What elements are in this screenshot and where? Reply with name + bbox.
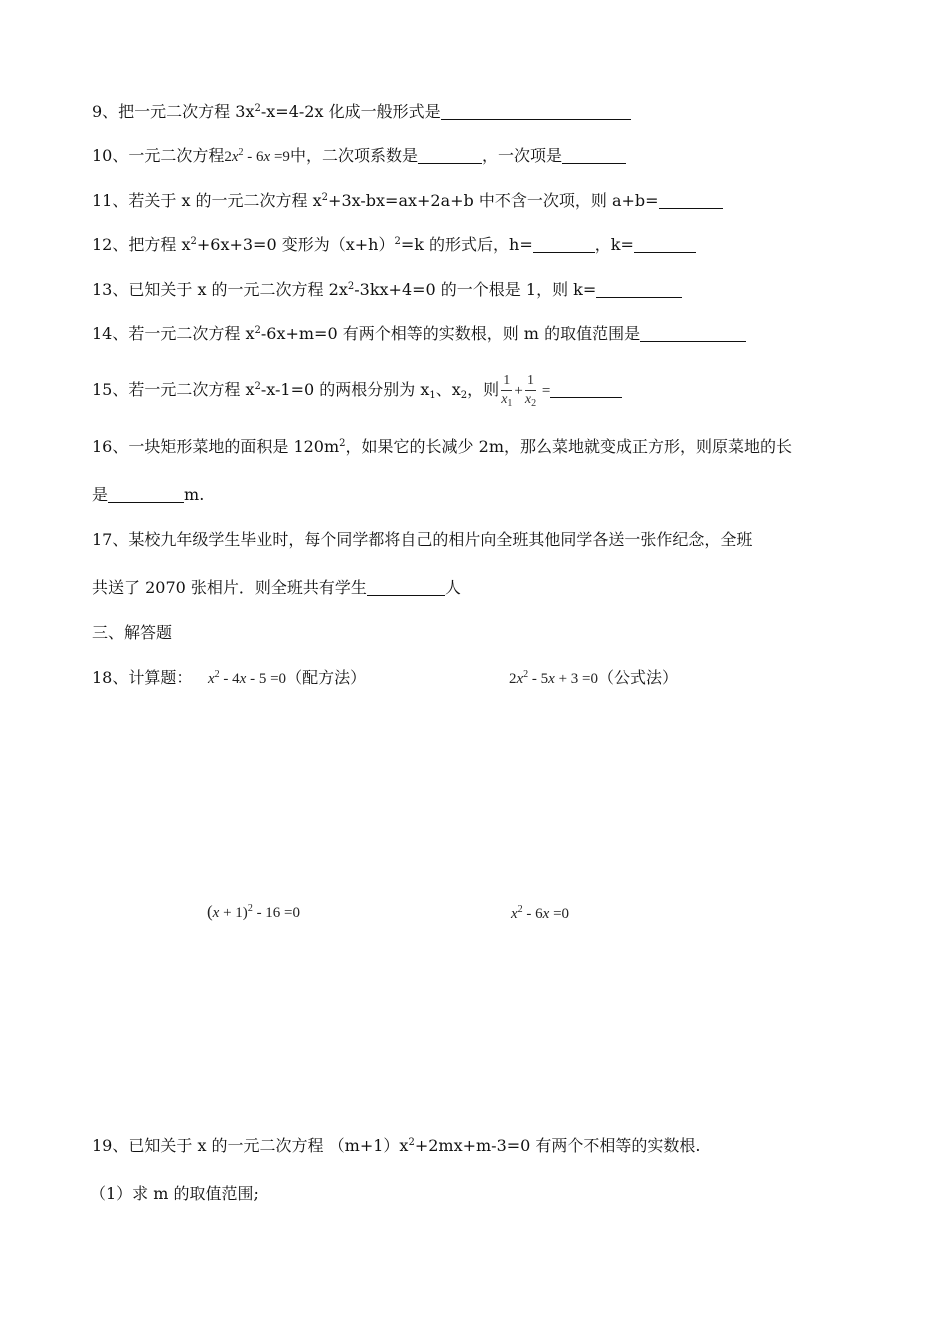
q15-subscript-2: 2	[460, 390, 468, 401]
equation-2: $2x^2 - 5x + 3 =0$（公式法）	[509, 668, 679, 687]
section-heading	[92, 621, 172, 645]
q17-unit: 人	[444, 578, 461, 597]
q12-exponent: 2	[190, 236, 197, 247]
q14-exponent: 2	[254, 325, 261, 336]
equation-1: $x^2 - 4x - 5 =0$（配方法）	[208, 668, 367, 687]
q14-text-end: -6x+m=0 有两个相等的实数根，则 m 的取值范围是	[260, 324, 641, 343]
q14-text: 14、若一元二次方程 x	[92, 324, 255, 343]
section-3-title: 三、解答题	[92, 623, 173, 642]
question-18	[92, 666, 192, 690]
q11-exponent: 2	[321, 192, 329, 203]
q19-exponent: 2	[408, 1137, 415, 1148]
question-17-line-1	[92, 528, 752, 552]
q16-text: 16、一块矩形菜地的面积是 120m	[92, 437, 340, 456]
q9-text: 9、把一元二次方程 3x	[92, 102, 255, 121]
q10-equation: $2x^2 - 6x =9$	[224, 147, 290, 165]
question-15	[92, 372, 622, 409]
q19-part-1-text: （1）求 m 的取值范围;	[90, 1184, 259, 1203]
q13-exponent: 2	[347, 281, 355, 292]
q10-text: 10、一元二次方程	[92, 146, 225, 165]
answer-blank[interactable]	[367, 579, 445, 596]
question-16-line-2	[92, 483, 204, 507]
answer-blank[interactable]	[640, 325, 746, 342]
q16-unit: m.	[184, 485, 205, 504]
plus-sign: +	[514, 383, 523, 399]
q18-label: 18、计算题：	[92, 668, 193, 687]
q11-text-end: +3x-bx=ax+2a+b 中不含一次项，则 a+b=	[328, 191, 659, 210]
question-14	[92, 322, 746, 346]
answer-blank[interactable]	[659, 192, 723, 209]
question-11	[92, 189, 723, 213]
answer-blank[interactable]	[441, 103, 631, 120]
q16-text-cont: ，如果它的长减少 2m，那么菜地就变成正方形，则原菜地的长	[345, 437, 792, 456]
q15-text-mid: -x-1=0 的两根分别为 x	[260, 380, 430, 399]
q9-text-end: -x=4-2x 化成一般形式是	[260, 102, 441, 121]
question-9	[92, 100, 631, 124]
question-17-line-2	[92, 576, 461, 600]
q13-text: 13、已知关于 x 的一元二次方程 2x	[92, 280, 348, 299]
answer-blank[interactable]	[550, 381, 622, 398]
q13-text-end: -3kx+4=0 的一个根是 1，则 k=	[354, 280, 597, 299]
equation-3: $(x + 1)^2 - 16 =0$	[207, 902, 301, 921]
equals-sign: =	[538, 383, 551, 399]
q19-text: 19、已知关于 x 的一元二次方程 （m+1）x	[92, 1136, 409, 1155]
question-10	[92, 144, 626, 169]
q10-text-mid: 中，二次项系数是	[289, 146, 418, 165]
q16-exponent: 2	[339, 438, 346, 449]
question-16-line-1	[92, 435, 792, 459]
equation-4: $x^2 - 6x =0$	[511, 904, 570, 922]
q12-text: 12、把方程 x	[92, 235, 191, 254]
q15-exponent: 2	[254, 381, 261, 392]
answer-blank[interactable]	[562, 147, 626, 164]
q12-text-mid2: =k 的形式后，h=	[400, 235, 533, 254]
q17-text-line2: 共送了 2070 张相片．则全班共有学生	[92, 578, 367, 597]
answer-blank[interactable]	[596, 281, 682, 298]
question-19	[92, 1134, 701, 1158]
question-12	[92, 233, 696, 257]
fraction-1-over-x2: $\frac{1}{x_2}$	[524, 373, 537, 409]
method-label: （公式法）	[598, 668, 679, 687]
q15-subscript-1: 1	[429, 390, 436, 401]
q12-exponent-2: 2	[394, 236, 401, 247]
answer-blank[interactable]	[634, 236, 696, 253]
q17-text: 17、某校九年级学生毕业时，每个同学都将自己的相片向全班其他同学各送一张作纪念，全班	[92, 530, 753, 549]
q16-text-line2: 是	[92, 485, 109, 504]
method-label: （配方法）	[286, 668, 367, 687]
q12-text-sep: ，k=	[594, 235, 634, 254]
answer-blank[interactable]	[533, 236, 595, 253]
q11-text: 11、若关于 x 的一元二次方程 x	[92, 191, 322, 210]
fraction-1-over-x1: $\frac{1}{x_1}$	[501, 373, 513, 409]
q12-text-mid: +6x+3=0 变形为（x+h）	[196, 235, 395, 254]
q15-text-then: ，则	[467, 380, 500, 399]
q19-text-cont: +2mx+m-3=0 有两个不相等的实数根.	[414, 1136, 701, 1155]
question-13	[92, 278, 682, 302]
q10-text-sep: ，一次项是	[481, 146, 562, 165]
answer-blank[interactable]	[418, 147, 482, 164]
q15-text: 15、若一元二次方程 x	[92, 380, 255, 399]
q15-text-sep: 、x	[435, 380, 461, 399]
answer-blank[interactable]	[108, 486, 184, 503]
question-19-part-1	[90, 1182, 259, 1206]
q9-exponent: 2	[254, 103, 261, 114]
